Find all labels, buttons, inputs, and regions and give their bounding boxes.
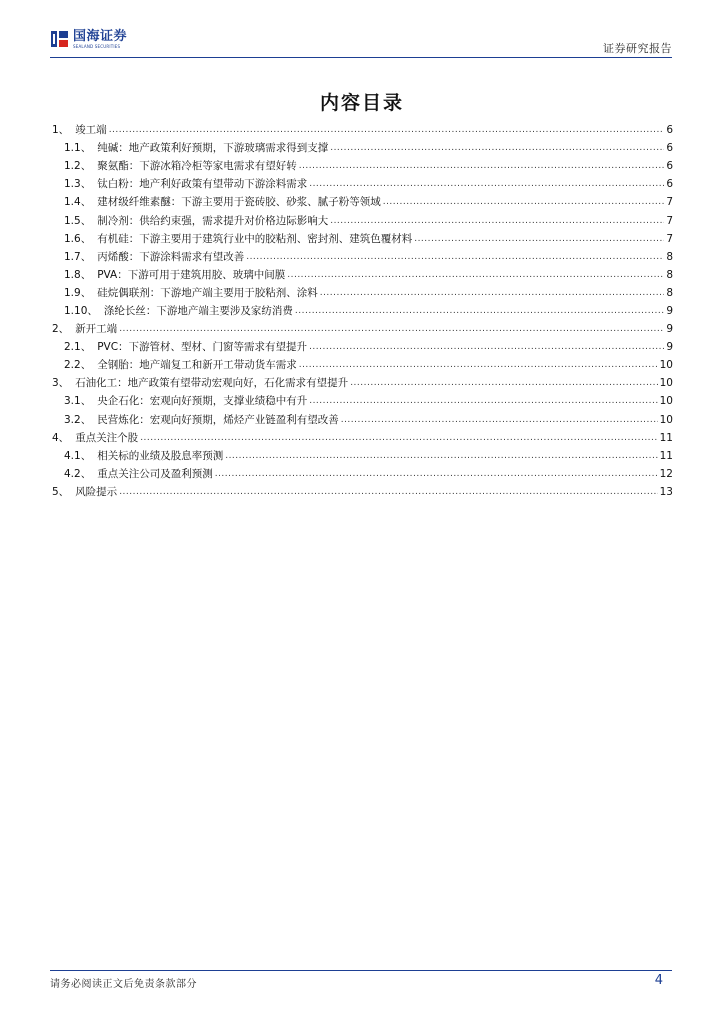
toc-title: 内容目录 — [319, 92, 404, 114]
report-type-label: 证券研究报告 — [603, 42, 672, 55]
toc-dot-leader — [246, 248, 664, 266]
toc-entry-title: 涤纶长丝：下游地产端主要涉及家纺消费 — [103, 304, 293, 317]
toc-entry-number: 2、 — [52, 323, 70, 336]
toc-entry-number: 1.10、 — [64, 304, 98, 317]
toc-entry-page: 6 — [666, 142, 673, 155]
toc-entry-number: 2.2、 — [64, 359, 92, 372]
toc-dot-leader — [119, 320, 664, 338]
toc-entry-number: 1.3、 — [64, 178, 92, 191]
toc-dot-leader — [309, 392, 657, 410]
toc-entry-page: 9 — [666, 341, 673, 354]
disclaimer-note: 请务必阅读正文后免责条款部分 — [50, 979, 197, 990]
toc-entry-number: 4.2、 — [64, 467, 92, 480]
logo-chinese-name: 国海证券 — [73, 28, 128, 44]
toc-dot-leader — [287, 266, 664, 284]
toc-entry-title: 重点关注个股 — [75, 431, 139, 444]
toc-entry-number: 3、 — [52, 377, 70, 390]
toc-entry[interactable] — [52, 302, 673, 320]
toc-entry-title: 风险提示 — [75, 485, 118, 498]
toc-dot-leader — [341, 411, 658, 429]
toc-entry-page: 13 — [659, 485, 673, 498]
toc-entry-page: 6 — [666, 124, 673, 137]
toc-entry-page: 8 — [666, 286, 673, 299]
toc-dot-leader — [330, 139, 664, 157]
sealand-logo-icon — [50, 29, 70, 49]
toc-entry[interactable] — [52, 356, 673, 374]
toc-entry-title: 丙烯酸：下游涂料需求有望改善 — [97, 250, 245, 263]
toc-entry-title: 竣工端 — [75, 124, 107, 137]
toc-entry-number: 1、 — [52, 124, 70, 137]
toc-entry-title: 有机硅：下游主要用于建筑行业中的胶粘剂、密封剂、建筑色覆材料 — [97, 232, 413, 245]
toc-entry[interactable] — [52, 392, 673, 410]
page-header — [50, 24, 672, 58]
toc-dot-leader — [299, 356, 658, 374]
toc-entry[interactable] — [52, 193, 673, 211]
toc-dot-leader — [414, 230, 664, 248]
toc-dot-leader — [330, 212, 664, 230]
toc-entry-number: 1.1、 — [64, 142, 92, 155]
toc-entry[interactable] — [52, 411, 673, 429]
toc-dot-leader — [320, 284, 665, 302]
toc-dot-leader — [383, 193, 665, 211]
toc-entry[interactable] — [52, 284, 673, 302]
toc-entry-page: 10 — [659, 377, 673, 390]
toc-entry[interactable] — [52, 230, 673, 248]
toc-entry[interactable] — [52, 157, 673, 175]
toc-entry-page: 8 — [666, 250, 673, 263]
toc-entry-title: 纯碱：地产政策利好预期，下游玻璃需求得到支撑 — [97, 142, 329, 155]
toc-dot-leader — [215, 465, 658, 483]
toc-dot-leader — [140, 429, 657, 447]
toc-entry-number: 4、 — [52, 431, 70, 444]
toc-entry-title: 央企石化：宏观向好预期，支撑业绩稳中有升 — [97, 395, 308, 408]
toc-dot-leader — [299, 157, 665, 175]
toc-entry-title: 钛白粉：地产利好政策有望带动下游涂料需求 — [97, 178, 308, 191]
toc-entry-number: 1.5、 — [64, 214, 92, 227]
toc-entry[interactable] — [52, 465, 673, 483]
toc-dot-leader — [350, 374, 657, 392]
toc-entry-page: 9 — [666, 304, 673, 317]
toc-entry-page: 10 — [659, 413, 673, 426]
company-logo — [50, 29, 127, 49]
toc-entry-title: 全钢胎：地产端复工和新开工带动货车需求 — [97, 359, 297, 372]
toc-entry-number: 5、 — [52, 485, 70, 498]
toc-entry-number: 3.2、 — [64, 413, 92, 426]
toc-entry-title: 重点关注公司及盈利预测 — [97, 467, 213, 480]
toc-entry-title: 相关标的业绩及股息率预测 — [97, 449, 224, 462]
toc-entry-number: 1.6、 — [64, 232, 92, 245]
toc-entry-title: 民营炼化：宏观向好预期，烯烃产业链盈利有望改善 — [97, 413, 339, 426]
toc-entry-page: 7 — [666, 214, 673, 227]
toc-entry[interactable] — [52, 139, 673, 157]
toc-entry-title: PVA：下游可用于建筑用胶、玻璃中间膜 — [97, 268, 286, 281]
toc-entry-number: 1.7、 — [64, 250, 92, 263]
toc-entry-title: 石油化工：地产政策有望带动宏观向好，石化需求有望提升 — [75, 377, 349, 390]
toc-entry[interactable] — [52, 447, 673, 465]
toc-entry-page: 10 — [659, 395, 673, 408]
toc-entry-number: 4.1、 — [64, 449, 92, 462]
toc-dot-leader — [109, 121, 665, 139]
footer-divider — [50, 970, 672, 971]
toc-entry[interactable] — [52, 175, 673, 193]
toc-entry-page: 12 — [659, 467, 673, 480]
toc-entry-title: 建材级纤维素醚：下游主要用于瓷砖胶、砂浆、腻子粉等领域 — [97, 196, 381, 209]
toc-entry[interactable] — [52, 483, 673, 501]
toc-dot-leader — [119, 483, 657, 501]
toc-entry[interactable] — [52, 374, 673, 392]
toc-entry-title: 硅烷偶联剂：下游地产端主要用于胶粘剂、涂料 — [97, 286, 318, 299]
toc-dot-leader — [309, 338, 664, 356]
toc-entry-number: 1.9、 — [64, 286, 92, 299]
toc-entry-page: 9 — [666, 323, 673, 336]
logo-english-name: SEALAND SECURITIES — [73, 43, 121, 49]
toc-entry-page: 6 — [666, 178, 673, 191]
toc-entry-number: 1.8、 — [64, 268, 92, 281]
page-number: 4 — [654, 973, 663, 988]
toc-entry-number: 3.1、 — [64, 395, 92, 408]
toc-entry-title: 新开工端 — [75, 323, 118, 336]
toc-entry[interactable] — [52, 429, 673, 447]
toc-entry-number: 1.2、 — [64, 160, 92, 173]
toc-entry-number: 1.4、 — [64, 196, 92, 209]
toc-dot-leader — [225, 447, 657, 465]
toc-dot-leader — [309, 175, 664, 193]
header-divider — [50, 57, 672, 58]
toc-entry[interactable] — [52, 266, 673, 284]
toc-entry-title: 制冷剂：供给约束强，需求提升对价格边际影响大 — [97, 214, 329, 227]
toc-entry-page: 11 — [659, 431, 673, 444]
toc-entry-page: 10 — [659, 359, 673, 372]
toc-entry[interactable] — [52, 338, 673, 356]
toc-entry-page: 6 — [666, 160, 673, 173]
table-of-contents — [52, 121, 673, 501]
toc-entry-page: 11 — [659, 449, 673, 462]
toc-entry-page: 7 — [666, 196, 673, 209]
toc-entry-title: 聚氨酯：下游冰箱冷柜等家电需求有望好转 — [97, 160, 297, 173]
toc-entry-page: 8 — [666, 268, 673, 281]
toc-dot-leader — [295, 302, 664, 320]
toc-entry[interactable] — [52, 121, 673, 139]
toc-entry[interactable] — [52, 248, 673, 266]
toc-entry-page: 7 — [666, 232, 673, 245]
toc-entry[interactable] — [52, 320, 673, 338]
toc-entry[interactable] — [52, 211, 673, 229]
toc-entry-number: 2.1、 — [64, 341, 92, 354]
toc-entry-title: PVC：下游管材、型材、门窗等需求有望提升 — [97, 341, 308, 354]
